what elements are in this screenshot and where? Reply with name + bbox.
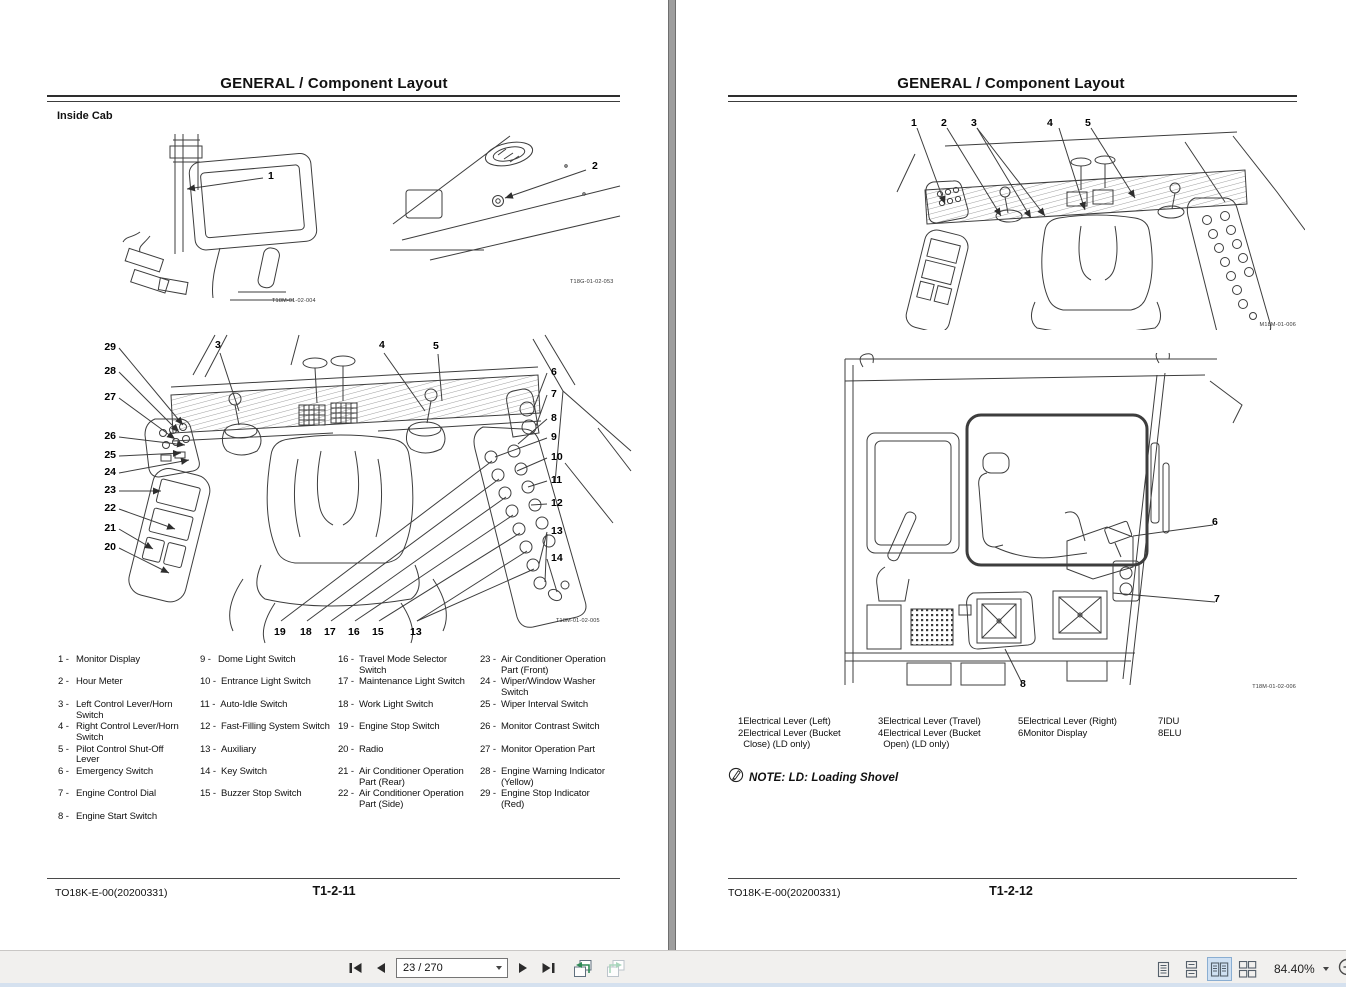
figure-code: T18M-01-02-006 bbox=[1252, 684, 1296, 690]
legend-item: 6 - Emergency Switch bbox=[58, 767, 184, 789]
footer-page-code: T1-2-11 bbox=[312, 884, 356, 898]
footer-doc-code: TO18K-E-00(20200331) bbox=[728, 887, 841, 899]
legend-item: 12 - Fast-Filling System Switch bbox=[200, 722, 343, 744]
legend-column-2 bbox=[200, 655, 343, 812]
legend-item: 28 - Engine Warning Indicator (Yellow) bbox=[480, 767, 613, 789]
section-heading: Inside Cab bbox=[57, 110, 113, 122]
page-number-input[interactable] bbox=[396, 958, 508, 978]
two-page-continuous-view-button[interactable] bbox=[1236, 958, 1259, 980]
figure-cab-overview bbox=[93, 333, 633, 645]
legend-item: 23 - Air Conditioner Operation Part (Front) bbox=[480, 655, 613, 677]
legend-item: 13 - Auxiliary bbox=[200, 745, 343, 767]
callout-5: 5 bbox=[1085, 117, 1091, 129]
zoom-dropdown-caret-icon[interactable] bbox=[1323, 967, 1329, 971]
callout-25: 25 bbox=[104, 449, 116, 461]
note-block bbox=[728, 767, 898, 788]
next-view-button[interactable] bbox=[602, 958, 629, 978]
legend-item: 25 - Wiper Interval Switch bbox=[480, 700, 613, 722]
callout-18: 18 bbox=[300, 626, 312, 638]
callout-9: 9 bbox=[551, 431, 557, 443]
legend-item: 21 - Air Conditioner Operation Part (Rear) bbox=[338, 767, 469, 789]
callout-17: 17 bbox=[324, 626, 336, 638]
callout-27: 27 bbox=[104, 391, 116, 403]
footer-rule bbox=[728, 878, 1297, 879]
figure-code: T18M-01-02-004 bbox=[272, 298, 316, 304]
legend-item: 5 Electrical Lever (Right) bbox=[1018, 716, 1117, 727]
next-page-button[interactable] bbox=[514, 958, 532, 978]
callout-21: 21 bbox=[104, 522, 116, 534]
first-page-button[interactable] bbox=[345, 958, 366, 978]
legend-column-2 bbox=[878, 716, 991, 751]
page-right bbox=[676, 0, 1346, 950]
legend-item: 2 Electrical Lever (Bucket Close) (LD only) bbox=[738, 727, 841, 751]
legend-column-4 bbox=[480, 655, 613, 812]
legend-item: 6 Monitor Display bbox=[1018, 727, 1088, 739]
callout-2: 2 bbox=[941, 117, 947, 129]
legend-item: 4 Electrical Lever (Bucket Open) (LD only) bbox=[878, 727, 981, 751]
title-rule bbox=[47, 95, 620, 102]
legend-item: 3 Electrical Lever (Travel) bbox=[878, 716, 981, 727]
callout-11: 11 bbox=[551, 474, 563, 486]
callout-7: 7 bbox=[551, 388, 557, 400]
legend-item: 7 IDU bbox=[1158, 716, 1180, 727]
legend-item: 29 - Engine Stop Indicator (Red) bbox=[480, 789, 613, 811]
continuous-view-button[interactable] bbox=[1180, 958, 1203, 980]
legend-column-1 bbox=[738, 716, 851, 751]
legend-item: 15 - Buzzer Stop Switch bbox=[200, 789, 343, 811]
legend-item: 11 - Auto-Idle Switch bbox=[200, 700, 343, 722]
bottom-toolbar bbox=[0, 950, 1346, 987]
legend-item: 8 - Engine Start Switch bbox=[58, 812, 184, 834]
callout-16: 16 bbox=[348, 626, 360, 638]
legend-column-1 bbox=[58, 655, 184, 834]
legend-column-3 bbox=[338, 655, 469, 812]
callout-1: 1 bbox=[268, 170, 274, 182]
legend-item: 5 - Pilot Control Shut-Off Lever bbox=[58, 745, 184, 767]
single-page-view-button[interactable] bbox=[1152, 958, 1175, 980]
legend-item: 10 - Entrance Light Switch bbox=[200, 677, 343, 699]
legend-item: 3 - Left Control Lever/Horn Switch bbox=[58, 700, 184, 722]
callout-6: 6 bbox=[1212, 516, 1218, 528]
callout-28: 28 bbox=[104, 365, 116, 377]
callout-14: 14 bbox=[551, 552, 563, 564]
figure-code: T18G-01-02-053 bbox=[570, 279, 614, 285]
callout-19: 19 bbox=[274, 626, 286, 638]
callout-20: 20 bbox=[104, 541, 116, 553]
footer-rule bbox=[47, 878, 620, 879]
toolbar-bottom-strip bbox=[0, 983, 1346, 987]
figure-hour-meter bbox=[388, 128, 623, 283]
legend-item: 17 - Maintenance Light Switch bbox=[338, 677, 469, 699]
zoom-level[interactable]: 84.40% bbox=[1274, 962, 1315, 976]
two-page-view-button[interactable] bbox=[1208, 958, 1231, 980]
callout-13: 13 bbox=[551, 525, 563, 537]
callout-4: 4 bbox=[1047, 117, 1053, 129]
figure-code: T18M-01-02-005 bbox=[556, 618, 600, 624]
legend-item: 24 - Wiper/Window Washer Switch bbox=[480, 677, 613, 699]
callout-29: 29 bbox=[104, 341, 116, 353]
callout-12: 12 bbox=[551, 497, 563, 509]
legend-item: 4 - Right Control Lever/Horn Switch bbox=[58, 722, 184, 744]
callout-8: 8 bbox=[1020, 678, 1026, 690]
figure-monitor-display bbox=[120, 132, 370, 302]
callout-3: 3 bbox=[971, 117, 977, 129]
previous-view-button[interactable] bbox=[569, 958, 596, 978]
figure-code: M18M-01-006 bbox=[1259, 322, 1296, 328]
legend-item: 8 ELU bbox=[1158, 727, 1182, 739]
title-rule bbox=[728, 95, 1297, 102]
page-title: GENERAL / Component Layout bbox=[220, 75, 448, 92]
footer-doc-code: TO18K-E-00(20200331) bbox=[55, 887, 168, 899]
legend-item: 27 - Monitor Operation Part bbox=[480, 745, 613, 767]
callout-8: 8 bbox=[551, 412, 557, 424]
callout-5: 5 bbox=[433, 340, 439, 352]
legend-column-3 bbox=[1018, 716, 1131, 739]
legend-item: 18 - Work Light Switch bbox=[338, 700, 469, 722]
callout-1: 1 bbox=[911, 117, 917, 129]
callout-23: 23 bbox=[104, 484, 116, 496]
view-controls bbox=[1152, 957, 1346, 981]
callout-7: 7 bbox=[1214, 593, 1220, 605]
legend-item: 19 - Engine Stop Switch bbox=[338, 722, 469, 744]
legend-column-4 bbox=[1158, 716, 1181, 739]
legend-item: 22 - Air Conditioner Operation Part (Side) bbox=[338, 789, 469, 811]
legend-item: 20 - Radio bbox=[338, 745, 469, 767]
page-dropdown-caret-icon[interactable] bbox=[496, 966, 502, 970]
legend-item: 26 - Monitor Contrast Switch bbox=[480, 722, 613, 744]
legend-item: 14 - Key Switch bbox=[200, 767, 343, 789]
page-gap bbox=[668, 0, 676, 950]
legend-item: 1 - Monitor Display bbox=[58, 655, 184, 677]
legend-item: 1 Electrical Lever (Left) bbox=[738, 716, 831, 727]
page-navigation bbox=[345, 957, 629, 979]
callout-4: 4 bbox=[379, 339, 385, 351]
footer-page-code: T1-2-12 bbox=[989, 884, 1033, 898]
callout-2: 2 bbox=[592, 160, 598, 172]
legend-item: 7 - Engine Control Dial bbox=[58, 789, 184, 811]
legend-item: 2 - Hour Meter bbox=[58, 677, 184, 699]
legend-item: 9 - Dome Light Switch bbox=[200, 655, 343, 677]
callout-6: 6 bbox=[551, 366, 557, 378]
zoom-out-icon[interactable] bbox=[1337, 957, 1346, 982]
legend-item: 16 - Travel Mode Selector Switch bbox=[338, 655, 469, 677]
callout-26: 26 bbox=[104, 430, 116, 442]
last-page-button[interactable] bbox=[538, 958, 559, 978]
callout-3: 3 bbox=[215, 339, 221, 351]
callout-24: 24 bbox=[104, 466, 116, 478]
note-text: NOTE: LD: Loading Shovel bbox=[749, 771, 899, 784]
page-left bbox=[0, 0, 668, 950]
callout-15: 15 bbox=[372, 626, 384, 638]
page-indicator: 23 / 270 bbox=[403, 962, 443, 974]
callout-22: 22 bbox=[104, 502, 116, 514]
callout-10: 10 bbox=[551, 451, 563, 463]
note-pencil-icon bbox=[728, 767, 744, 788]
page-title: GENERAL / Component Layout bbox=[897, 75, 1125, 92]
figure-cab-side-view bbox=[815, 353, 1255, 698]
callout-13b: 13 bbox=[410, 626, 422, 638]
previous-page-button[interactable] bbox=[372, 958, 390, 978]
figure-cab-top-view bbox=[885, 112, 1305, 330]
